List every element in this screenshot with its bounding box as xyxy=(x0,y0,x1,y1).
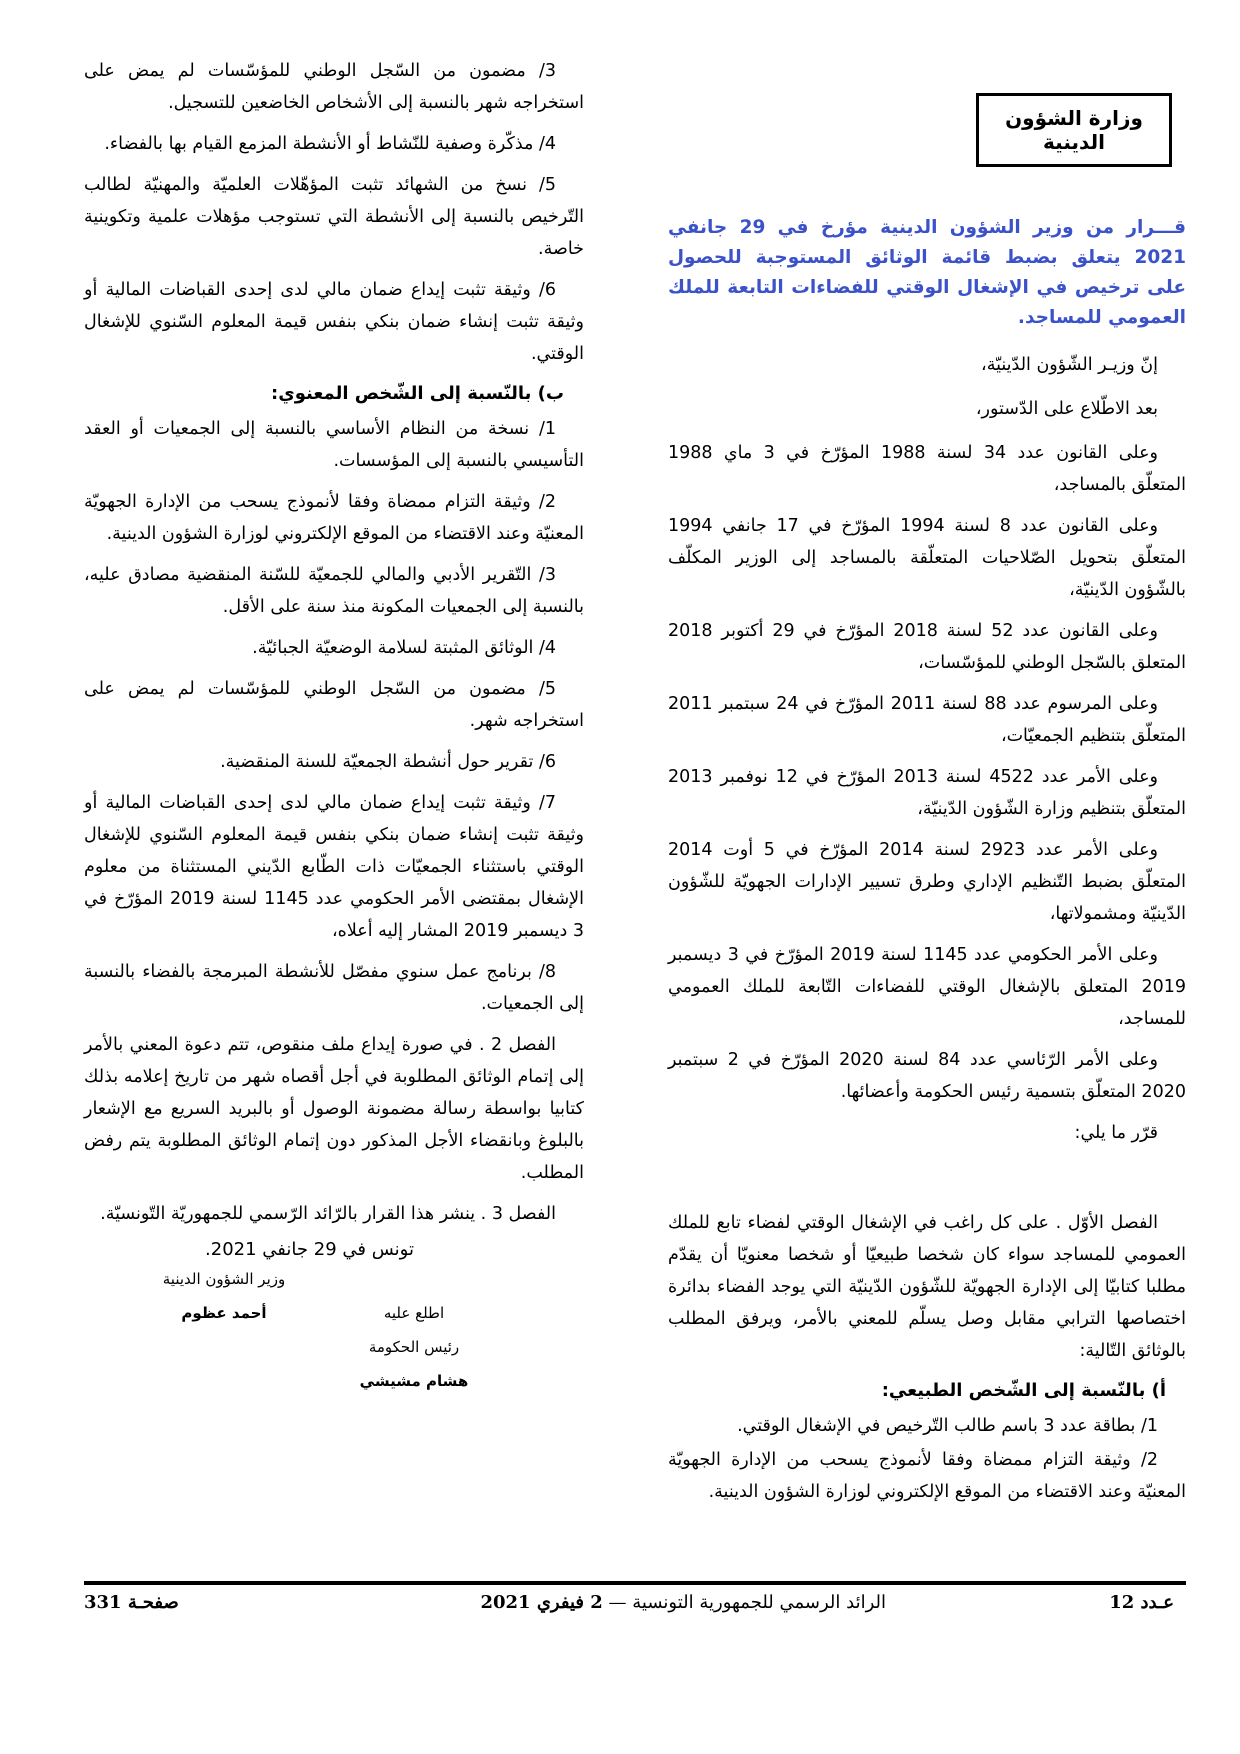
article-3-text: الفصل 3 . ينشر هذا القرار بالرّائد الرّسمي للجمهوريّة التّونسيّة. xyxy=(100,1204,556,1224)
decision-title: قـــرار من وزير الشؤون الدينية مؤرخ في 29 جانفي 2021 يتعلق بضبط قائمة الوثائق المستوجبة للحصول على ترخيص في الإشغال الوقتي للفضاءات التابعة للملك العمومي للمساجد. xyxy=(668,217,1186,328)
visa-paragraph: وعلى القانون عدد 8 لسنة 1994 المؤرّخ في 17 جانفي 1994 المتعلّق بتحويل الصّلاحيات المتعلّقة بالمساجد إلى الوزير المكلّف بالشّؤون الدّينيّة، xyxy=(668,516,1186,600)
natural-item: 2/ وثيقة التزام ممضاة وفقا لأنموذج يسحب من الإدارة الجهويّة المعنيّة وعند الاقتضاء من الموقع الإلكتروني لوزارة الشؤون الدينية. xyxy=(668,1450,1186,1502)
ministry-header-box xyxy=(976,93,1172,167)
signature-block xyxy=(84,1270,584,1420)
seen-by-label: اطلع عليه xyxy=(383,1304,445,1322)
legal-item: 4/ الوثائق المثبتة لسلامة الوضعيّة الجبائيّة. xyxy=(252,638,556,658)
natural-person-heading: أ) بالنّسبة إلى الشّخص الطبيعي: xyxy=(881,1380,1166,1401)
journal-line xyxy=(480,1592,886,1613)
legal-item: 2/ وثيقة التزام ممضاة وفقا لأنموذج يسحب من الإدارة الجهويّة المعنيّة وعند الاقتضاء من الموقع الإلكتروني لوزارة الشؤون الدينية. xyxy=(84,492,584,544)
natural-item: 3/ مضمون من السّجل الوطني للمؤسّسات لم يمض على استخراجه شهر بالنسبة إلى الأشخاص الخاضعين للتسجيل. xyxy=(84,61,584,113)
signature-date: تونس في 29 جانفي 2021. xyxy=(205,1239,414,1260)
visa-paragraph: وعلى الأمر عدد 4522 لسنة 2013 المؤرّخ في 12 نوفمبر 2013 المتعلّق بتنظيم وزارة الشّؤون الدّينيّة، xyxy=(668,767,1186,819)
preamble-intro: إنّ وزيـر الشّؤون الدّينيّة، xyxy=(981,355,1158,375)
legal-person-heading: ب) بالنّسبة إلى الشّخص المعنوي: xyxy=(271,383,564,404)
prime-minister-title: رئيس الحكومة xyxy=(368,1338,460,1356)
article-2-text: الفصل 2 . في صورة إيداع ملف منقوص، تتم دعوة المعني بالأمر إلى إتمام الوثائق المطلوبة في أجل أقصاه شهر من تاريخ إعلامه بذلك كتابيا بواسطة رسالة مضمونة الوصول أو بالبريد السريع مع الإشعار بالبلوغ وبانقضاء الأجل المذكور دون إتمام الوثائق المطلوبة يتم رفض المطلب. xyxy=(84,1035,584,1183)
visa-paragraph: وعلى الأمر عدد 2923 لسنة 2014 المؤرّخ في 5 أوت 2014 المتعلّق بضبط التّنظيم الإداري وطرق تسيير الإدارات الجهويّة للشّؤون الدّينيّة ومشمولاتها، xyxy=(668,840,1186,924)
footer-divider xyxy=(84,1581,1186,1585)
left-column xyxy=(84,55,584,1420)
legal-item: 1/ نسخة من النظام الأساسي بالنسبة إلى الجمعيات أو العقد التأسيسي بالنسبة إلى المؤسسات. xyxy=(84,419,584,471)
right-column xyxy=(668,55,1186,1517)
natural-item: 6/ وثيقة تثبت إيداع ضمان مالي لدى إحدى القباضات المالية أو وثيقة تثبت إنشاء ضمان بنكي بنفس قيمة المعلوم السّنوي للإشغال الوقتي. xyxy=(84,280,584,364)
prime-minister-name: هشام مشيشي xyxy=(359,1372,469,1390)
natural-item: 5/ نسخ من الشهائد تثبت المؤهّلات العلميّة والمهنيّة لطالب التّرخيص بالنسبة إلى الأنشطة التي تستوجب مؤهلات علمية وتكوينية خاصة. xyxy=(84,175,584,259)
legal-item: 5/ مضمون من السّجل الوطني للمؤسّسات لم يمض على استخراجه شهر. xyxy=(84,679,584,731)
journal-name: الرائد الرسمي للجمهورية التونسية — xyxy=(608,1592,886,1613)
page-footer xyxy=(84,1592,1186,1622)
natural-item: 1/ بطاقة عدد 3 باسم طالب التّرخيص في الإشغال الوقتي. xyxy=(737,1416,1158,1436)
article-1-text: الفصل الأوّل . على كل راغب في الإشغال الوقتي لفضاء تابع للملك العمومي للمساجد سواء كان شخصا طبيعيّا أو شخصا معنويّا أن يقدّم مطلبا كتابيّا إلى الإدارة الجهويّة للشّؤون الدّينيّة التي يوجد الفضاء بدائرة اختصاصها الترابي مقابل وصل يسلّم للمعني بالأمر، ويرفق المطلب بالوثائق التّالية: xyxy=(668,1213,1186,1361)
legal-item: 7/ وثيقة تثبت إيداع ضمان مالي لدى إحدى القباضات المالية أو وثيقة تثبت إنشاء ضمان بنكي بنفس قيمة المعلوم السّنوي للإشغال الوقتي باستثناء الجمعيّات ذات الطّابع الدّيني المستثناة من معلوم الإشغال بمقتضى الأمر الحكومي عدد 1145 لسنة 2019 المؤرّخ في 3 ديسمبر 2019 المشار إليه أعلاه، xyxy=(84,793,584,941)
natural-item: 4/ مذكّرة وصفية للنّشاط أو الأنشطة المزمع القيام بها بالفضاء. xyxy=(104,134,556,154)
publication-date: 2 فيفري 2021 xyxy=(480,1592,603,1613)
legal-item: 3/ التّقرير الأدبي والمالي للجمعيّة للسّنة المنقضية مصادق عليه، بالنسبة إلى الجمعيات المكونة منذ سنة على الأقل. xyxy=(84,565,584,617)
legal-item: 6/ تقرير حول أنشطة الجمعيّة للسنة المنقضية. xyxy=(220,752,556,772)
preamble-constitution: بعد الاطّلاع على الدّستور، xyxy=(975,399,1158,419)
visa-paragraph: وعلى القانون عدد 34 لسنة 1988 المؤرّخ في 3 ماي 1988 المتعلّق بالمساجد، xyxy=(668,443,1186,495)
visa-paragraph: وعلى القانون عدد 52 لسنة 2018 المؤرّخ في 29 أكتوبر 2018 المتعلق بالسّجل الوطني للمؤسّسات، xyxy=(668,621,1186,673)
ministry-name: وزارة الشؤون الدينية xyxy=(1005,106,1143,154)
page-number: صفحـة 331 xyxy=(84,1592,179,1613)
visa-paragraph: وعلى الأمر الرّئاسي عدد 84 لسنة 2020 المؤرّخ في 2 سبتمبر 2020 المتعلّق بتسمية رئيس الحكومة وأعضائها. xyxy=(668,1050,1186,1102)
decides-line: قرّر ما يلي: xyxy=(1074,1123,1158,1143)
visa-paragraph: وعلى الأمر الحكومي عدد 1145 لسنة 2019 المؤرّخ في 3 ديسمبر 2019 المتعلق بالإشغال الوقتي للفضاءات التّابعة للملك العمومي للمساجد، xyxy=(668,945,1186,1029)
spacer xyxy=(668,1161,1186,1207)
issue-number: عـدد 12 xyxy=(1109,1592,1174,1613)
minister-name: أحمد عظوم xyxy=(181,1304,267,1322)
visa-paragraph: وعلى المرسوم عدد 88 لسنة 2011 المؤرّخ في 24 سبتمبر 2011 المتعلّق بتنظيم الجمعيّات، xyxy=(668,694,1186,746)
legal-item: 8/ برنامج عمل سنوي مفصّل للأنشطة المبرمجة بالفضاء بالنسبة إلى الجمعيات. xyxy=(84,962,584,1014)
minister-title: وزير الشؤون الدينية xyxy=(162,1270,286,1288)
